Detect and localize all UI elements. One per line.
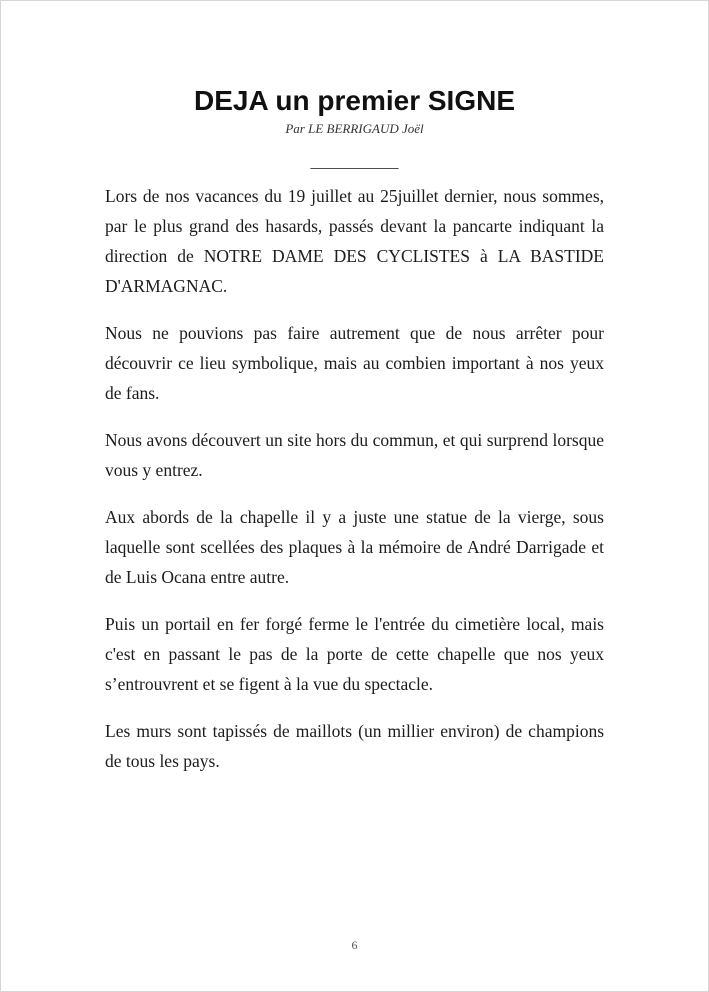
page-title: DEJA un premier SIGNE (193, 85, 516, 116)
page-number: 6 (351, 938, 358, 952)
page-subtitle-author: Par LE BERRIGAUD Joël (285, 121, 424, 136)
paragraph: Lors de nos vacances du 19 juillet au 25juillet dernier, nous sommes, par le plus grand des hasards, passés devant la pancarte indiquant la direction de NOTRE DAME DES CYCLISTES à LA BASTIDE D'ARMAGNAC. (105, 186, 604, 296)
separator-line: ___________ (310, 154, 399, 171)
paragraph: Nous avons découvert un site hors du commun, et qui surprend lorsque vous y entrez. (105, 430, 604, 480)
paragraph: Nous ne pouvions pas faire autrement que de nous arrêter pour découvrir ce lieu symbolique, mais au combien important à nos yeux de fans. (105, 323, 604, 403)
paragraph: Les murs sont tapissés de maillots (un millier environ) de champions de tous les pays. (105, 721, 604, 771)
paragraph: Puis un portail en fer forgé ferme le l'entrée du cimetière local, mais c'est en passant le pas de la porte de cette chapelle que nos yeux s’entrouvrent et se figent à la vue du spectacle. (105, 614, 604, 694)
document-body (1, 171, 708, 776)
paragraph: Aux abords de la chapelle il y a juste une statue de la vierge, sous laquelle sont scellées des plaques à la mémoire de André Darrigade et de Luis Ocana entre autre. (105, 507, 604, 587)
